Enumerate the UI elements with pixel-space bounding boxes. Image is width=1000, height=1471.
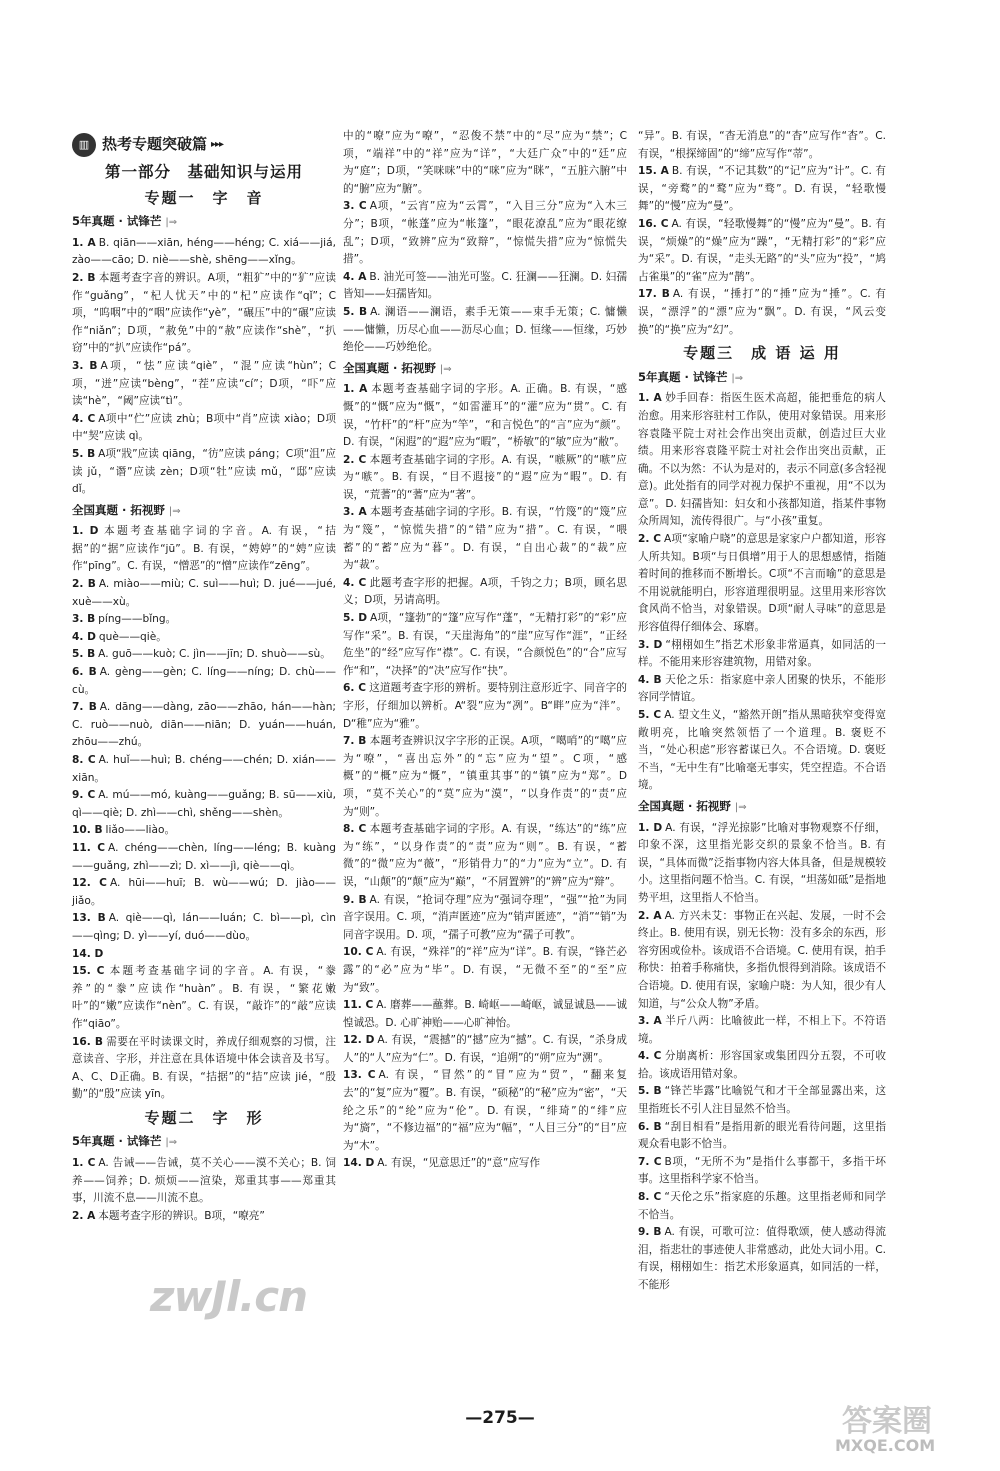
answer-number: 6. B bbox=[638, 1120, 662, 1133]
answer-number: 12. C bbox=[72, 877, 107, 890]
answer-text: A. qiè——qì, lán——luán; C. bì——pì, cìn——qìng; D. yì——yí, duó——dùo。 bbox=[72, 912, 336, 942]
answer-number: 9. B bbox=[343, 893, 367, 906]
subsection-heading: 5年真题 · 试锋芒 |⇒ bbox=[638, 369, 744, 384]
subsection-heading: 全国真题 · 拓视野 |⇒ bbox=[343, 360, 452, 375]
answer-item bbox=[72, 576, 336, 611]
answer-item bbox=[343, 269, 627, 304]
topic-title: 专题二 字 形 bbox=[144, 1108, 264, 1127]
answer-text: A. dāng——dàng, zāo——zhāo, hán——hàn; C. ruò——nuò, diān——niān; D. yuán——huán, zhōu——zhú。 bbox=[72, 701, 336, 749]
answer-text: A. 方兴未艾：事物正在兴起、发展，一时不会终止。B. 使用有误，别无长物：没有多余的东西，形容穷困或俭朴。该成语不合语境。C. 使用有误，拍手称快：拍着手称痛快，多指仇恨得到消除。该成语不合语境。D. 使用有误，家喻户晓：为人知，很少有人知道，与“公众人物”矛盾。 bbox=[638, 909, 886, 1010]
subsection-heading: 全国真题 · 拓视野 |⇒ bbox=[638, 798, 747, 813]
answer-item bbox=[638, 908, 886, 1014]
answer-item bbox=[638, 672, 886, 707]
answer-text: B. qiān——xiān, héng——héng; C. xiá——jiá, zào——cāo; D. niè——shè, shēng——xǐng。 bbox=[72, 236, 336, 267]
answer-text: “栩栩如生”指艺术形象非常逼真，如同活的一样。不能用来形容建筑物，用错对象。 bbox=[638, 638, 886, 669]
column-right bbox=[638, 128, 886, 1295]
answer-number: 4. C bbox=[343, 576, 367, 589]
answer-text: “刮目相看”是指用新的眼光看待问题，这里指观众看电影不恰当。 bbox=[638, 1120, 886, 1151]
answer-item bbox=[343, 575, 627, 610]
answer-text: A项，“怯”应读“qiè”，“混”应读“hùn”；C项，“迸”应读“bèng”，“茬”应读“cí”；D项，“吓”应读“hè”，“阈”应读“tì”。 bbox=[72, 359, 336, 408]
answer-text: A. 有误，“震撼”的“撼”应为“撼”。C. 有误，“杀身成人”的“人”应为“仁”。D. 有误，“追朔”的“朔”应为“溯”。 bbox=[343, 1034, 627, 1064]
answer-item bbox=[638, 531, 886, 637]
answer-text: 本题考查基础字词的字形。A. 有误，“嗾厥”的“嗾”应为“嗾”。B. 有误，“目不遐接”的“遐”应为“暇”。D. 有误，“荒蓍”的“蓍”应为“著”。 bbox=[343, 453, 627, 501]
answer-text: A. mú——mó, kuàng——guǎng; B. sū——xiù, qì——qiè; D. zhì——chì, shěng——shèn。 bbox=[72, 789, 337, 819]
answer-number: 5. B bbox=[343, 305, 368, 318]
answer-number: 1. D bbox=[72, 525, 99, 538]
answer-item bbox=[638, 707, 886, 795]
answer-number: 14. D bbox=[72, 947, 104, 960]
answer-item bbox=[343, 821, 627, 891]
watermark-left: zwJl.cn bbox=[150, 1272, 308, 1321]
answer-text: 需要在平时读课文时，养成仔细观察的习惯，注意读音、字形，并注意在具体语境中体会读音及书写。A、C、D正确。B. 有误，“拮据”的“拮”应读 jié，“殷勤”的“殷”应读 yīn。 bbox=[72, 1035, 337, 1101]
answer-number: 8. C bbox=[72, 754, 96, 766]
answer-text: A. 有误，“见意思迁”的“意”应写作 bbox=[377, 1157, 541, 1170]
answer-text: A. 澜语——澜语，素手无策——束手无策；C. 慵懒——慵懒，历尽心血——沥尽心血；D. 恒缘——恒缘，巧妙绝伦——巧妙绝伦。 bbox=[343, 305, 627, 354]
answer-number: 5. C bbox=[638, 709, 662, 721]
subsection-heading: 5年真题 · 试锋芒 |⇒ bbox=[72, 1134, 178, 1149]
answer-number: 3. B bbox=[72, 613, 96, 626]
answer-item bbox=[72, 910, 336, 945]
answer-item bbox=[343, 452, 627, 505]
answer-item bbox=[638, 1189, 886, 1224]
answer-item bbox=[638, 1119, 886, 1154]
answer-number: 4. C bbox=[72, 412, 96, 425]
answer-number: 16. C bbox=[638, 217, 669, 230]
answer-number: 14. D bbox=[343, 1157, 375, 1170]
answer-text: A. hūi——huī; B. wù——wú; D. jiào——jiǎo。 bbox=[72, 877, 336, 907]
answer-item bbox=[72, 270, 336, 358]
answer-text: A项，“篷勃”的“篷”应写作“蓬”，“无精打彩”的“彩”应写作“采”。B. 有误，“天崖海角”的“崖”应写作“涯”，“正经危坐”的“经”应写作“襟”。C. 有误，“合颜悦色”的“合”应写作“和”，“决择”的“决”应写作“抉”。 bbox=[343, 612, 627, 677]
answer-item bbox=[638, 1154, 886, 1189]
answer-item bbox=[72, 664, 336, 699]
answer-item bbox=[343, 1032, 627, 1067]
answer-text: 本题考查基础字词的字音。A. 有误，“拮据”的“据”应读作“jū”。B. 有误，“娉婷”的“娉”应读作“pīng”。C. 有误，“憎恶”的“憎”应读作“zēng”。 bbox=[72, 525, 336, 573]
answer-item bbox=[72, 1034, 336, 1104]
answer-number: 1. A bbox=[638, 392, 662, 405]
answer-item bbox=[343, 504, 627, 574]
answer-text: A. 有误，“殊祥”的“祥”应为“详”。B. 有误，“锋芒必露”的“必”应为“毕”。D. 有误，“无微不至”的“至”应为“致”。 bbox=[343, 946, 627, 994]
answer-number: 3. B bbox=[72, 359, 98, 372]
answer-text: 本题考查基础字词的字形。B. 有误，“竹篾”的“篾”应为“篾”，“惊慌失措”的“错”应为“措”。C. 有误，“喂蓄”的“蓄”应为“暮”。D. 有误，“自出心裁”的“裁”应为“裁”。 bbox=[343, 506, 627, 572]
answer-item bbox=[638, 128, 886, 163]
banner-title: 热考专题突破篇 bbox=[102, 135, 208, 154]
answer-number: 9. C bbox=[72, 789, 96, 802]
answer-text: 本题考查基础字词的字形。A. 有误，“练达”的“练”应为“练”，“以身作责”的“责”应为“则”。B. 有误，“蓄微”的“微”应为“薇”，“形销骨力”的“力”应为“立”。D. 有误，“山颠”的“颠”应为“巅”，“不屑置辨”的“辨”应为“辩”。 bbox=[343, 823, 627, 888]
answer-text: 此题考查字形的把握。A项，千钧之力；B项，顾名思义；D项，另请高明。 bbox=[343, 576, 628, 607]
answer-item bbox=[72, 411, 336, 446]
answer-number: 11. C bbox=[72, 841, 106, 854]
answer-text: A. 望文生义，“豁然开朗”指从黑暗狭窄变得宽敞明亮，比喻突然领悟了一个道理。B. 褒贬不当，“处心积虑”形容蓄谋已久。不合语境。D. 褒贬不当，“无中生有”比喻毫无事实，凭空捏造。不合语境。 bbox=[638, 709, 886, 792]
answer-number: 13. B bbox=[72, 912, 106, 925]
answer-text: “异”。B. 有误，“杳无消息”的“杳”应写作“杳”。C. 有误，“根探缔固”的“缔”应写作“蒂”。 bbox=[638, 130, 886, 160]
answer-text: 本题考查基础字词的字音。A. 有误，“豢养”的“豢”应读作“huàn”。B. 有误，“繁花嫩叶”的“嫩”应读作“nèn”。C. 有误，“敲诈”的“敲”应读作“qiāo”。 bbox=[72, 965, 336, 1030]
answer-number: 15. A bbox=[638, 165, 669, 178]
answer-text: A. 有误，可歌可泣：值得歌颂，使人感动得流泪，指悲壮的事迹使人非常感动，此处大词小用。C. 有误，栩栩如生：指艺术形象逼真，如同活的一样，不能形 bbox=[638, 1226, 886, 1291]
answer-text: 本题考查基础字词的字形。A. 正确。B. 有误，“感慨”的“慨”应为“慨”，“如雷灌耳”的“灌”应为“贯”。C. 有误，“竹杆”的“杆”应为“竿”，“和言悦色”的“言”应为“颜”。D. 有误，“闲遐”的“遐”应为“暇”，“桥敏”的“敏”应为“敝”。 bbox=[343, 383, 627, 449]
answer-item bbox=[72, 611, 336, 629]
answer-item bbox=[72, 523, 336, 576]
answer-text: 妙手回春：指医生医术高超，能把垂危的病人治愈。用来形容驻村工作队，使用对象错误。用来形容袁隆平院士对社会作出突出贡献，创造过巨大业绩。用来形容袁隆平院士对社会作出突出贡献，正确。不以为然：不认为是对的，表示不同意(多含轻视意)。此处指有的同学对视力保护不重视，用“不以为意”。D. 妇孺皆知：妇女和小孩都知道，指某件事物众所周知，流传得很广。与“小孩”重复。 bbox=[638, 392, 886, 528]
answer-number: 13. C bbox=[343, 1069, 376, 1082]
answer-number: 5. B bbox=[638, 1085, 662, 1098]
answer-item bbox=[72, 1155, 336, 1208]
answer-item bbox=[343, 733, 627, 821]
answer-number: 3. A bbox=[343, 506, 367, 519]
answer-number: 11. C bbox=[343, 999, 374, 1012]
answer-number: 15. C bbox=[72, 965, 105, 978]
answer-item bbox=[72, 787, 336, 822]
topic-title: 专题三 成 语 运 用 bbox=[683, 344, 841, 363]
arrows-icon: ▸▸▸ bbox=[211, 139, 224, 151]
answer-text: A. 有误，“浮光掠影”比喻对事物观察不仔细，印象不深，这里指光影交织的景象不恰当。B. 有误，“具体而微”泛指事物内容大体具备，但是规模较小。这里指问题不恰当。C. 有误，“坦荡如砥”是指地势平坦，这里指人不恰当。 bbox=[638, 821, 886, 904]
answer-number: 10. B bbox=[72, 824, 103, 837]
answer-number: 7. B bbox=[72, 701, 97, 714]
answer-item bbox=[343, 610, 627, 680]
answer-item bbox=[638, 1224, 886, 1294]
answer-text: A. chéng——chèn, líng——léng; B. kuàng——guǎng, zhì——zì; D. xì——jì, qiè——qì。 bbox=[72, 841, 336, 872]
answer-number: 8. C bbox=[638, 1191, 662, 1204]
answer-item bbox=[72, 699, 336, 752]
answer-text: A项“家喻户晓”的意思是家家户户都知道，形容人所共知。B项“与日俱增”用于人的思想感情，指随着时间的推移而不断增长。C项“不言而喻”的意思是不用说就能明白，形容道理很明显。这里用来形容饮食风尚不恰当，对象错误。D项“耐人寻味”的意思是形容值得仔细体会、琢磨。 bbox=[638, 533, 886, 634]
answer-number: 3. A bbox=[638, 1015, 662, 1028]
answer-item bbox=[343, 198, 627, 268]
page-number: —275— bbox=[465, 1408, 535, 1428]
answer-item bbox=[638, 820, 886, 908]
answer-number: 5. D bbox=[343, 612, 368, 625]
answer-text: 分崩离析：形容国家或集团四分五裂，不可收拾。该成语用错对象。 bbox=[638, 1050, 887, 1080]
answer-item bbox=[638, 1083, 886, 1118]
answer-item bbox=[72, 963, 336, 1033]
answer-item bbox=[343, 680, 627, 733]
answer-text: “天伦之乐”指家庭的乐趣。这里指老师和同学不恰当。 bbox=[638, 1191, 887, 1221]
answer-text: 天伦之乐：指家庭中亲人团聚的快乐，不能形容同学情谊。 bbox=[638, 673, 886, 704]
answer-number: 2. B bbox=[72, 578, 96, 591]
answer-text: A. 磨葬——蘸葬。B. 崎岖——崎岖，诚显诚恳——诚惶诚恐。D. 心旷神贻——心旷神怡。 bbox=[343, 999, 628, 1029]
answer-item bbox=[343, 892, 627, 945]
answer-number: 3. C bbox=[343, 200, 367, 213]
answer-text: 本题考查字形的辨识。B项，“嘹亮” bbox=[98, 1209, 265, 1222]
answer-number: 7. C bbox=[638, 1155, 662, 1168]
answer-text: A项“戕”应读 qiāng，“彷”应读 páng；C项“沮”应读 jǔ，“谮”应读 zèn；D项“牡”应读 mǔ，“邸”应读 dǐ。 bbox=[72, 447, 336, 496]
watermark-url: MXQE.COM bbox=[835, 1436, 936, 1455]
answer-number: 2. A bbox=[72, 1209, 96, 1222]
answer-item bbox=[343, 1067, 627, 1155]
answer-item bbox=[638, 163, 886, 216]
answer-number: 2. B bbox=[72, 271, 96, 284]
answer-text: A. guō——kuò; C. jìn——jīn; D. shuò——sù。 bbox=[98, 648, 331, 661]
column-left bbox=[72, 128, 336, 1225]
subsection-heading: 5年真题 · 试锋芒 |⇒ bbox=[72, 214, 178, 229]
answer-item bbox=[343, 997, 627, 1032]
answer-item bbox=[72, 358, 336, 411]
answer-number: 5. B bbox=[72, 648, 96, 661]
answer-text: A. miào——miù; C. suì——huì; D. jué——jué, xuè——xù。 bbox=[72, 578, 336, 608]
answer-number: 7. B bbox=[343, 735, 367, 748]
answer-text: 这道题考查字形的辨析。要特别注意形近字、同音字的字形，仔细加以辨析。A“裂”应为“冽”。B“畔”应为“泮”。D“稚”应为“雅”。 bbox=[343, 682, 627, 730]
answer-text: liǎo——liào。 bbox=[105, 824, 176, 837]
answer-number: 1. C bbox=[72, 1157, 96, 1170]
topic-title: 专题一 字 音 bbox=[144, 188, 264, 207]
answer-number: 3. D bbox=[638, 638, 663, 651]
answer-item bbox=[72, 629, 336, 647]
answer-number: 10. C bbox=[343, 946, 374, 959]
answer-number: 2. C bbox=[343, 453, 367, 466]
answer-number: 2. C bbox=[638, 533, 661, 546]
answer-number: 9. B bbox=[638, 1226, 662, 1239]
answer-number: 17. B bbox=[638, 288, 670, 301]
answer-number: 4. A bbox=[343, 270, 367, 283]
answer-text: A. 有误，“冒然”的“冒”应为“贸”，“翻来复去”的“复”应为“覆”。B. 有误，“硕秘”的“秘”应为“密”，“天纶之乐”的“纶”应为“伦”。D. 有误，“绯琦”的“绯”应为“旖”，“不修边福”的“福”应为“幅”，“人目三分”的“目”应为“木”。 bbox=[343, 1069, 627, 1152]
answer-item bbox=[72, 840, 336, 875]
answer-item bbox=[343, 128, 627, 198]
answer-text: A. gèng——gèn; C. líng——níng; D. chù——cù。 bbox=[72, 666, 336, 696]
answer-item bbox=[72, 946, 336, 964]
answer-item bbox=[72, 646, 336, 664]
book-logo-icon: ▥ bbox=[72, 133, 96, 157]
answer-text: A. 有误，“轻歌慢舞”的“慢”应为“曼”。B. 有误，“烦燥”的“燥”应为“躁”，“无精打彩”的“彩”应为“采”。D. 有误，“走头无路”的“头”应为“投”，“鸠占雀巢”的“雀”应为“鹊”。 bbox=[638, 217, 886, 283]
answer-text: A项中“伫”应读 zhù；B项中“肖”应读 xiào；D项中“契”应读 qì。 bbox=[72, 412, 336, 443]
answer-text: B项，“无所不为”是指什么事都干，多指干坏事。这里指科学家不恰当。 bbox=[638, 1155, 887, 1186]
answer-text: “锋芒毕露”比喻锐气和才干全部显露出来，这里指班长不引人注目显然不恰当。 bbox=[638, 1085, 886, 1116]
answer-number: 2. A bbox=[638, 909, 662, 922]
answer-text: píng——bǐng。 bbox=[98, 613, 177, 626]
answer-number: 8. C bbox=[343, 823, 367, 836]
answer-item bbox=[72, 822, 336, 840]
answer-number: 1. A bbox=[343, 383, 368, 396]
answer-number: 16. B bbox=[72, 1035, 103, 1048]
answer-text: 本题考查字音的辨识。A项，“粗犷”中的“犷”应读作“guǎng”，“杞人忧天”中的“杞”应读作“qǐ”；C项，“呜咽”中的“咽”应读作“yè”，“碾压”中的“碾”应读作“niǎn”；D项，“赦免”中的“赦”应读作“shè”，“扒窃”中的“扒”应读作“pá”。 bbox=[72, 271, 336, 355]
answer-text: B. 有误，“不记其数”的“记”应为“计”。C. 有误，“旁鹜”的“鹜”应为“骛”。D. 有误，“轻歌慢舞”的“慢”应为“曼”。 bbox=[638, 165, 886, 213]
answer-number: 4. C bbox=[638, 1050, 662, 1063]
answer-item bbox=[638, 390, 886, 531]
answer-item bbox=[343, 304, 627, 357]
watermark-brand: 答案圈 bbox=[842, 1404, 932, 1439]
answer-text: què——qiè。 bbox=[98, 630, 167, 643]
answer-item bbox=[638, 216, 886, 286]
answer-item bbox=[638, 286, 886, 339]
subsection-heading: 全国真题 · 拓视野 |⇒ bbox=[72, 502, 181, 517]
answer-number: 12. D bbox=[343, 1034, 375, 1047]
answer-item bbox=[343, 1155, 627, 1173]
answer-text: 半斤八两：比喻彼此一样，不相上下。不符语境。 bbox=[638, 1015, 886, 1045]
column-middle bbox=[343, 128, 627, 1173]
answer-item bbox=[343, 381, 627, 451]
answer-item bbox=[72, 235, 336, 270]
answer-number: 5. B bbox=[72, 447, 96, 460]
answer-item bbox=[72, 875, 336, 910]
answer-item bbox=[638, 1048, 886, 1083]
part-title: 第一部分 基础知识与运用 bbox=[104, 163, 303, 181]
answer-text: 中的“嘹”应为“嘹”，“忍俊不禁”中的“尽”应为“禁”；C项，“端祥”中的“祥”应为“详”，“大廷广众”中的“廷”应为“庭”；D项，“笑咪咪”中的“咪”应为“眯”，“五脏六腑”中的“腑”应为“腑”。 bbox=[343, 130, 627, 195]
answer-number: 6. C bbox=[343, 682, 367, 695]
answer-number: 1. D bbox=[638, 821, 663, 834]
answer-number: 6. B bbox=[72, 666, 97, 679]
answer-text: A. 告诫——告诫，莫不关心——漠不关心；B. 饲养——饲养；D. 烦烦——渲染，郑重其事——郑重其事，川流不息——川流不息。 bbox=[72, 1157, 337, 1205]
answer-item bbox=[343, 944, 627, 997]
answer-text: A. 有误，“抢词夺理”应为“强词夺理”，“强”“抢”为同音字误用。C. 项，“消声匿迹”应为“销声匿迹”，“消”“销”为同音字误用。D. 项，“孺子可教”应为“孺子可教”。 bbox=[343, 893, 627, 941]
answer-text: A. huǐ——huì; B. chéng——chén; D. xián——xiān。 bbox=[72, 754, 336, 784]
answer-text: B. 油光可签——油光可鉴。C. 狂澜——狂澜。D. 妇孺皆知——妇孺皆知。 bbox=[343, 270, 627, 301]
answer-item bbox=[72, 446, 336, 499]
answer-number: 4. D bbox=[72, 630, 96, 643]
section-banner bbox=[72, 130, 336, 160]
answer-text: 本题考查辨识汉字字形的正误。A项，“噶哨”的“噶”应为“嘹”，“喜出忘外”的“忘”应为“望”。C项，“感概”的“概”应为“慨”，“镇重其事”的“镇”应为“郑”。D项，“莫不关心”的“莫”应为“漠”，“以身作责”的“责”应为“则”。 bbox=[343, 735, 627, 818]
answer-item bbox=[638, 1013, 886, 1048]
answer-text: A项，“云宵”应为“云霄”，“入目三分”应为“入木三分”；B项，“帐蓬”应为“帐篷”，“眼花潦乱”应为“眼花缭乱”；D项，“致辨”应为“致辩”，“惊慌失措”应为“惊慌失措”。 bbox=[343, 200, 627, 266]
answer-item bbox=[72, 1208, 336, 1226]
answer-text: A. 有误，“捶打”的“捶”应为“捶”。C. 有误，“漂浮”的“漂”应为“飘”。D. 有误，“风云变换”的“换”应为“幻”。 bbox=[638, 288, 887, 336]
answer-item bbox=[72, 752, 336, 787]
answer-item bbox=[638, 637, 886, 672]
answer-number: 4. B bbox=[638, 673, 662, 686]
answer-number: 1. A bbox=[72, 236, 96, 249]
